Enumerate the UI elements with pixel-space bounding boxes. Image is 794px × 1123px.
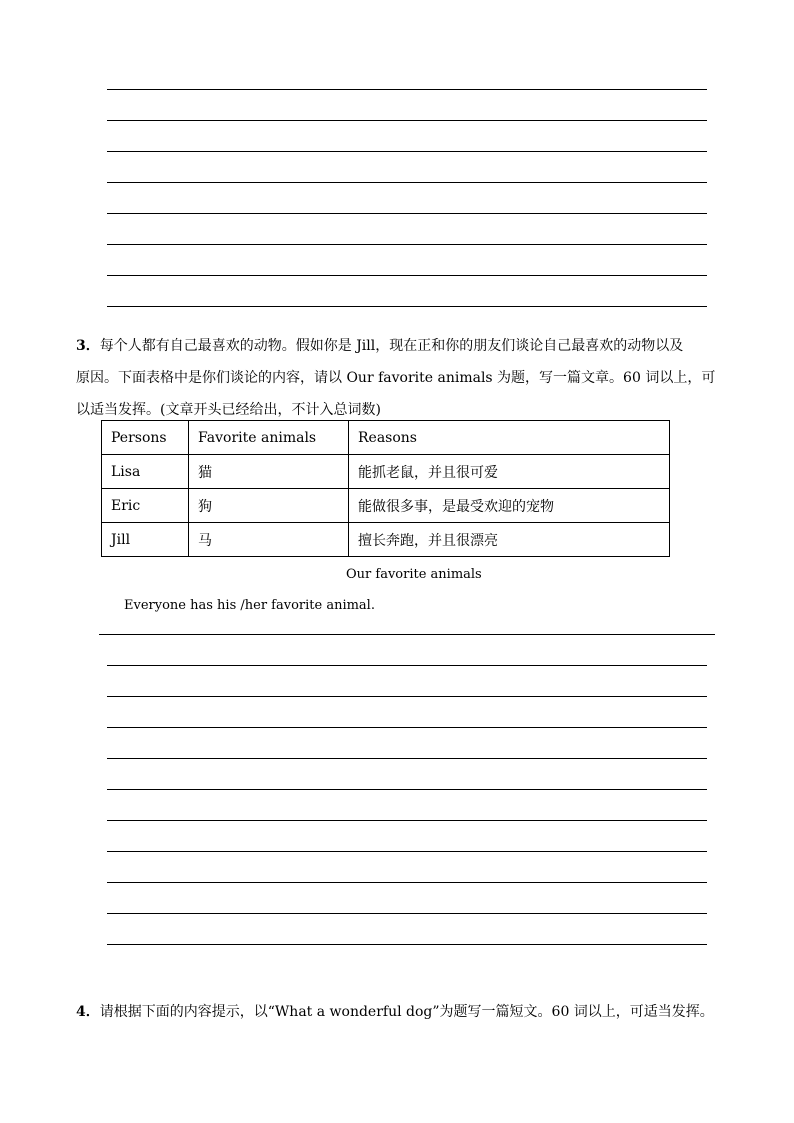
table-cell-animal: 马 [189, 523, 349, 557]
table-header-row [102, 421, 670, 455]
question-3-line-2: 原因。下面表格中是你们谈论的内容，请以 Our favorite animals 为题，写一篇文章。60 词以上，可 [76, 370, 716, 386]
table-row [102, 489, 670, 523]
answer-line [107, 244, 707, 245]
table-cell-reason: 擅长奔跑，并且很漂亮 [349, 523, 670, 557]
question-3-line-3: 以适当发挥。(文章开头已经给出，不计入总词数) [76, 402, 381, 418]
table-cell-person: Jill [102, 523, 189, 557]
question-number: 3． [76, 338, 100, 354]
answer-line [107, 789, 707, 790]
essay-title: Our favorite animals [346, 567, 482, 582]
answer-line [107, 727, 707, 728]
table-header-cell: Favorite animals [189, 421, 349, 455]
answer-line [107, 275, 707, 276]
answer-line [107, 182, 707, 183]
question-3-line-1: 3．每个人都有自己最喜欢的动物。假如你是 Jill，现在正和你的朋友们谈论自己最喜欢的动物以及 [76, 338, 684, 354]
answer-line [107, 758, 707, 759]
answer-line [107, 306, 707, 307]
answer-line [107, 696, 707, 697]
answer-line [107, 151, 707, 152]
answer-line [107, 120, 707, 121]
table-cell-reason: 能做很多事，是最受欢迎的宠物 [349, 489, 670, 523]
answer-line [107, 820, 707, 821]
table-cell-person: Lisa [102, 455, 189, 489]
answer-line [107, 665, 707, 666]
table-row [102, 523, 670, 557]
question-4-text: 请根据下面的内容提示，以“What a wonderful dog”为题写一篇短文。60 词以上，可适当发挥。 [99, 1004, 714, 1020]
question-3-prompt [76, 330, 716, 426]
table-cell-animal: 狗 [189, 489, 349, 523]
table-row [102, 455, 670, 489]
question-number: 4． [76, 1004, 100, 1020]
answer-line [107, 882, 707, 883]
question-4-prompt [76, 1001, 714, 1021]
answer-line [107, 913, 707, 914]
answer-line [107, 944, 707, 945]
opening-sentence: Everyone has his /her favorite animal. [124, 598, 375, 613]
table-header-cell: Reasons [349, 421, 670, 455]
answer-line [107, 851, 707, 852]
table-header-cell: Persons [102, 421, 189, 455]
table-cell-person: Eric [102, 489, 189, 523]
answer-line [107, 89, 707, 90]
favorite-animals-table [101, 420, 670, 557]
table-cell-reason: 能抓老鼠，并且很可爱 [349, 455, 670, 489]
answer-line [99, 634, 715, 635]
table-cell-animal: 猫 [189, 455, 349, 489]
answer-line [107, 213, 707, 214]
